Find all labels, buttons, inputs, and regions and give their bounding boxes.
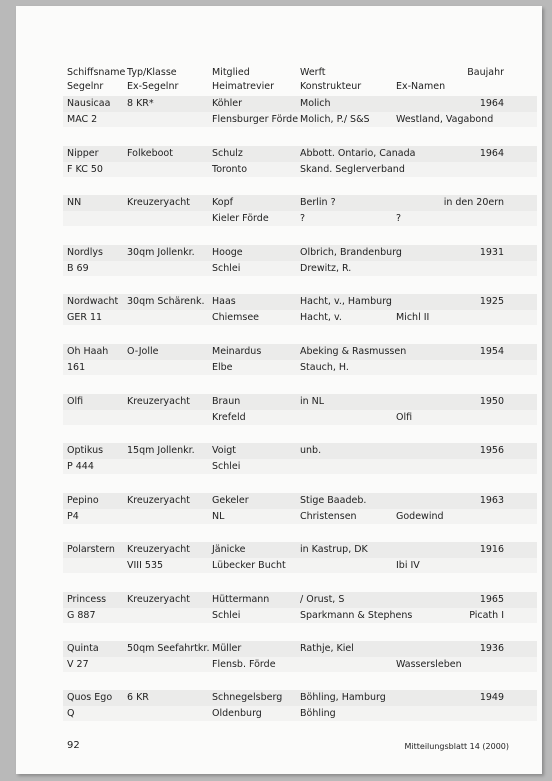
- row-line-primary: [67, 641, 537, 657]
- cell-designer: Skand. Seglerverband: [300, 163, 405, 175]
- cell-member: Hüttermann: [212, 594, 270, 605]
- cell-member: Braun: [212, 396, 241, 407]
- cell-member: Kopf: [212, 197, 233, 208]
- cell-type: Kreuzeryacht: [127, 495, 190, 506]
- row-line-primary: [67, 146, 537, 162]
- cell-name: Olfi: [67, 396, 84, 407]
- row-line-primary: [67, 443, 537, 459]
- cell-yard: Molich: [300, 98, 331, 109]
- cell-ex-names: Michl II: [396, 311, 430, 323]
- cell-year: 1931: [479, 247, 504, 258]
- header-werft: Werft: [300, 67, 326, 78]
- cell-home-waters: Schlei: [212, 262, 241, 274]
- row-line-secondary: [67, 162, 537, 178]
- table-row: [67, 294, 537, 325]
- cell-designer: Molich, P./ S&S: [300, 113, 370, 125]
- table-row: [67, 146, 537, 177]
- cell-designer: Stauch, H.: [300, 361, 349, 373]
- cell-type: 50qm Seefahrtkr.: [127, 643, 210, 654]
- table-row: [67, 690, 537, 721]
- table-row: [67, 592, 537, 623]
- cell-type: 8 KR*: [127, 98, 154, 109]
- row-line-secondary: [67, 509, 537, 525]
- cell-year: 1964: [479, 98, 504, 109]
- table-header: [67, 66, 537, 94]
- table-row: [67, 443, 537, 474]
- cell-member: Jänicke: [212, 544, 246, 555]
- cell-home-waters: Kieler Förde: [212, 212, 269, 224]
- cell-member: Hooge: [212, 247, 243, 258]
- cell-yard: / Orust, S: [300, 594, 345, 605]
- cell-ex-names: Ibi IV: [396, 559, 420, 571]
- cell-home-waters: Lübecker Bucht: [212, 559, 286, 571]
- cell-member: Haas: [212, 296, 236, 307]
- cell-ex-names: Godewind: [396, 510, 444, 522]
- cell-designer: Sparkmann & Stephens: [300, 609, 413, 621]
- row-line-primary: [67, 344, 537, 360]
- cell-type: 30qm Schärenk.: [127, 296, 205, 307]
- cell-name: Oh Haah: [67, 346, 109, 357]
- row-line-secondary: [67, 558, 537, 574]
- header-heimatrevier: Heimatrevier: [212, 81, 274, 92]
- cell-year: 1949: [479, 692, 504, 703]
- row-line-primary: [67, 592, 537, 608]
- cell-sail-number: V 27: [67, 658, 89, 670]
- cell-home-waters: Oldenburg: [212, 707, 262, 719]
- cell-home-waters: NL: [212, 510, 225, 522]
- row-line-secondary: [67, 608, 537, 624]
- cell-sail-number: P 444: [67, 460, 94, 472]
- row-line-secondary: [67, 360, 537, 376]
- cell-ex-names: Westland, Vagabond: [396, 113, 494, 125]
- cell-member: Köhler: [212, 98, 242, 109]
- cell-member: Schnegelsberg: [212, 692, 283, 703]
- cell-designer: Drewitz, R.: [300, 262, 352, 274]
- cell-yard: Rathje, Kiel: [300, 643, 354, 654]
- cell-designer: Böhling: [300, 707, 336, 719]
- page-number: 92: [67, 740, 80, 751]
- header-mitglied: Mitglied: [212, 67, 250, 78]
- cell-member: Voigt: [212, 445, 236, 456]
- cell-sail-number: G 887: [67, 609, 96, 621]
- cell-yard: unb.: [300, 445, 322, 456]
- header-baujahr: Baujahr: [467, 67, 504, 78]
- cell-home-waters: Toronto: [212, 163, 248, 175]
- cell-sail-number: P4: [67, 510, 79, 522]
- cell-designer: Christensen: [300, 510, 357, 522]
- cell-designer: Hacht, v.: [300, 311, 342, 323]
- table-row: [67, 344, 537, 375]
- cell-yard: in NL: [300, 396, 325, 407]
- cell-member: Schulz: [212, 148, 243, 159]
- cell-year: 1956: [479, 445, 504, 456]
- cell-type: Kreuzeryacht: [127, 544, 190, 555]
- publication-title: Mitteilungsblatt 14 (2000): [404, 742, 509, 751]
- cell-type: Folkeboot: [127, 148, 173, 159]
- row-line-primary: [67, 195, 537, 211]
- header-segelnr: Segelnr: [67, 81, 104, 92]
- row-line-secondary: [67, 410, 537, 426]
- row-line-secondary: [67, 310, 537, 326]
- row-line-primary: [67, 96, 537, 112]
- table-row: [67, 394, 537, 425]
- cell-home-waters: Flensburger Förde: [212, 113, 299, 125]
- row-line-secondary: [67, 211, 537, 227]
- cell-yard: Abbott. Ontario, Canada: [300, 148, 416, 159]
- table-row: [67, 96, 537, 127]
- row-line-primary: [67, 294, 537, 310]
- table-row: [67, 493, 537, 524]
- row-line-primary: [67, 493, 537, 509]
- table-row: [67, 641, 537, 672]
- cell-year: 1963: [479, 495, 504, 506]
- cell-year: 1964: [479, 148, 504, 159]
- cell-yard: Böhling, Hamburg: [300, 692, 386, 703]
- cell-year: in den 20ern: [443, 197, 504, 208]
- header-typ-klasse: Typ/Klasse: [127, 67, 177, 78]
- cell-name: Princess: [67, 594, 107, 605]
- row-line-primary: [67, 245, 537, 261]
- cell-member: Meinardus: [212, 346, 262, 357]
- row-line-primary: [67, 542, 537, 558]
- cell-sail-number: F KC 50: [67, 163, 103, 175]
- cell-type: 30qm Jollenkr.: [127, 247, 195, 258]
- cell-member: Müller: [212, 643, 242, 654]
- cell-year: 1925: [479, 296, 504, 307]
- cell-extra: Picath I: [469, 609, 504, 621]
- row-line-primary: [67, 690, 537, 706]
- row-line-secondary: [67, 112, 537, 128]
- row-line-secondary: [67, 657, 537, 673]
- header-schiffsname: Schiffsname: [67, 67, 126, 78]
- cell-home-waters: Schlei: [212, 460, 241, 472]
- table-row: [67, 245, 537, 276]
- cell-home-waters: Elbe: [212, 361, 233, 373]
- cell-year: 1965: [479, 594, 504, 605]
- cell-name: Nordlys: [67, 247, 103, 258]
- cell-yard: Hacht, v., Hamburg: [300, 296, 392, 307]
- cell-name: Polarstern: [67, 544, 115, 555]
- cell-member: Gekeler: [212, 495, 249, 506]
- cell-name: NN: [67, 197, 82, 208]
- cell-name: Quos Ego: [67, 692, 113, 703]
- cell-sail-number: B 69: [67, 262, 89, 274]
- cell-home-waters: Schlei: [212, 609, 241, 621]
- cell-sail-number: GER 11: [67, 311, 103, 323]
- cell-year: 1936: [479, 643, 504, 654]
- cell-designer: ?: [300, 212, 306, 224]
- table-row: [67, 542, 537, 573]
- cell-ex-names: ?: [396, 212, 402, 224]
- cell-yard: in Kastrup, DK: [300, 544, 368, 555]
- cell-type: Kreuzeryacht: [127, 396, 190, 407]
- header-ex-segelnr: Ex-Segelnr: [127, 81, 179, 92]
- cell-type: 15qm Jollenkr.: [127, 445, 195, 456]
- cell-sail-number: 161: [67, 361, 86, 373]
- cell-type: Kreuzeryacht: [127, 197, 190, 208]
- cell-sail-number: Q: [67, 707, 75, 719]
- cell-ex-sail-number: VIII 535: [127, 559, 164, 571]
- row-line-primary: [67, 394, 537, 410]
- cell-sail-number: MAC 2: [67, 113, 98, 125]
- cell-ex-names: Wassersleben: [396, 658, 462, 670]
- row-line-secondary: [67, 459, 537, 475]
- cell-ex-names: Olfi: [396, 411, 413, 423]
- cell-name: Nipper: [67, 148, 99, 159]
- cell-type: 6 KR: [127, 692, 149, 703]
- cell-name: Quinta: [67, 643, 99, 654]
- cell-type: Kreuzeryacht: [127, 594, 190, 605]
- cell-name: Optikus: [67, 445, 104, 456]
- cell-home-waters: Flensb. Förde: [212, 658, 276, 670]
- cell-yard: Olbrich, Brandenburg: [300, 247, 402, 258]
- cell-yard: Berlin ?: [300, 197, 336, 208]
- header-konstrukteur: Konstrukteur: [300, 81, 362, 92]
- cell-name: Nordwacht: [67, 296, 119, 307]
- cell-home-waters: Chiemsee: [212, 311, 260, 323]
- cell-year: 1954: [479, 346, 504, 357]
- table-row: [67, 195, 537, 226]
- cell-year: 1916: [479, 544, 504, 555]
- row-line-secondary: [67, 261, 537, 277]
- cell-yard: Stige Baadeb.: [300, 495, 367, 506]
- cell-name: Pepino: [67, 495, 99, 506]
- cell-home-waters: Krefeld: [212, 411, 246, 423]
- cell-year: 1950: [479, 396, 504, 407]
- row-line-secondary: [67, 706, 537, 722]
- cell-yard: Abeking & Rasmussen: [300, 346, 407, 357]
- cell-type: O-Jolle: [127, 346, 159, 357]
- cell-name: Nausicaa: [67, 98, 111, 109]
- header-ex-namen: Ex-Namen: [396, 81, 446, 92]
